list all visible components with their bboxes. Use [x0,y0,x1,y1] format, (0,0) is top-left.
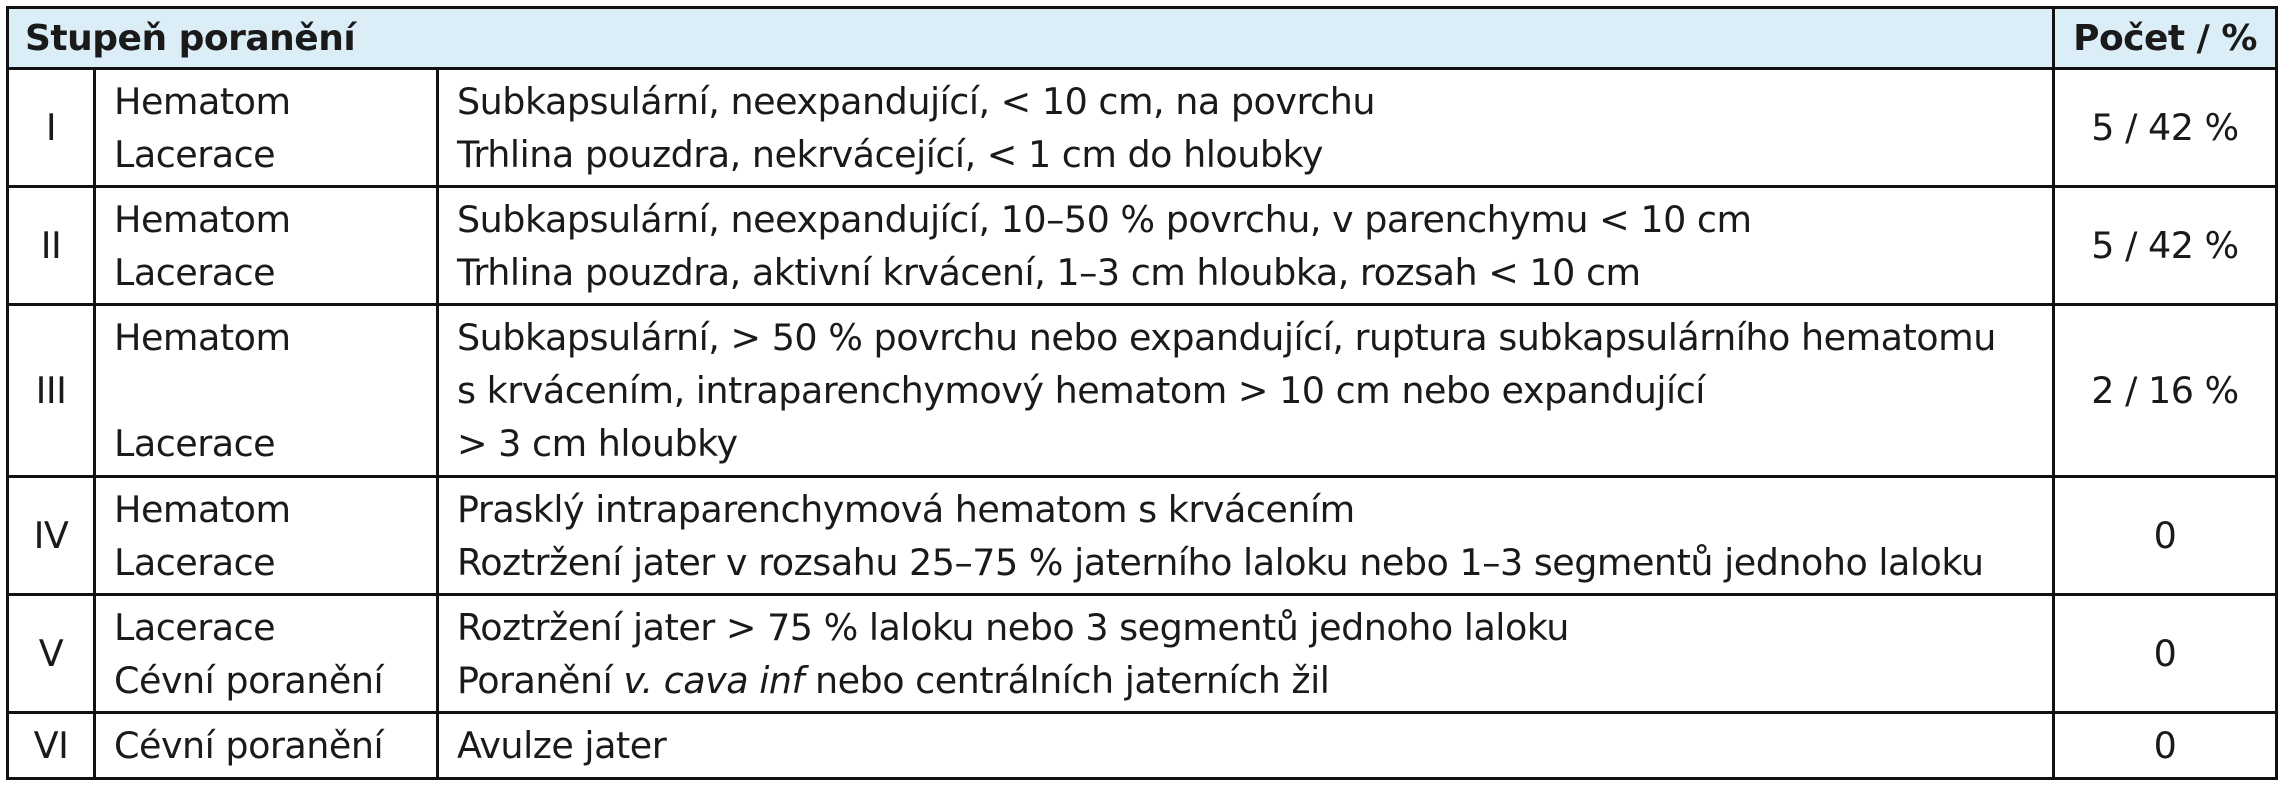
injury-type: Lacerace [114,250,276,294]
description-cell [438,69,2054,187]
description-cell [438,595,2054,713]
italic-term: v. cava inf [623,658,804,702]
description-line-with-italic [457,654,2052,707]
injury-type: Cévní poranění [114,658,384,702]
count-cell: 0 [2054,477,2277,595]
grade-cell: III [8,305,95,477]
description-line: > 3 cm hloubky [457,422,738,465]
count-cell: 5 / 42 % [2054,69,2277,187]
grade-column-header: Stupeň poranění [8,8,2054,69]
table-row [8,477,2277,595]
injury-type-cell [95,595,438,713]
count-cell: 0 [2054,595,2277,713]
description-line: Trhlina pouzdra, nekrvácející, < 1 cm do hloubky [457,132,1323,176]
description-line: Roztržení jater v rozsahu 25–75 % jaterního laloku nebo 1–3 segmentů jednoho laloku [457,540,1984,584]
description-line: Subkapsulární, neexpandující, < 10 cm, na povrchu [457,79,1375,123]
description-line: Subkapsulární, neexpandující, 10–50 % povrchu, v parenchymu < 10 cm [457,197,1752,241]
description-line: Subkapsulární, > 50 % povrchu nebo expandující, ruptura subkapsulárního hematomu [457,316,1996,359]
description-line: s krvácením, intraparenchymový hematom > 10 cm nebo expandující [457,369,1705,412]
injury-type: Lacerace [114,605,276,649]
count-column-header: Počet / % [2054,8,2277,69]
injury-type-cell [95,713,438,779]
grade-cell: V [8,595,95,713]
injury-type-cell [95,305,438,477]
table-row [8,69,2277,187]
count-cell: 5 / 42 % [2054,187,2277,305]
injury-type-cell [95,69,438,187]
description-line: Roztržení jater > 75 % laloku nebo 3 segmentů jednoho laloku [457,605,1569,649]
table-row [8,187,2277,305]
type-spacer [114,364,436,417]
injury-type: Cévní poranění [114,724,384,767]
description-line: Trhlina pouzdra, aktivní krvácení, 1–3 cm hloubka, rozsah < 10 cm [457,250,1641,294]
injury-type-cell [95,477,438,595]
description-cell [438,305,2054,477]
injury-type: Lacerace [114,540,276,584]
count-cell: 2 / 16 % [2054,305,2277,477]
count-cell: 0 [2054,713,2277,779]
description-line: Avulze jater [457,724,667,767]
grade-cell: II [8,187,95,305]
table-header-row [8,8,2277,69]
injury-type: Hematom [114,197,291,241]
table-row [8,595,2277,713]
description-cell [438,477,2054,595]
description-text: nebo centrálních jaterních žil [803,658,1330,702]
injury-type: Lacerace [114,132,276,176]
grade-cell: IV [8,477,95,595]
description-text: Poranění [457,658,624,702]
description-cell [438,187,2054,305]
grade-cell: VI [8,713,95,779]
description-cell [438,713,2054,779]
injury-type: Lacerace [114,422,276,465]
table-row [8,713,2277,779]
injury-type: Hematom [114,487,291,531]
injury-type: Hematom [114,316,291,359]
injury-grade-table [6,6,2278,780]
description-line: Prasklý intraparenchymová hematom s krvácením [457,487,1355,531]
table-row [8,305,2277,477]
injury-type: Hematom [114,79,291,123]
grade-cell: I [8,69,95,187]
injury-type-cell [95,187,438,305]
